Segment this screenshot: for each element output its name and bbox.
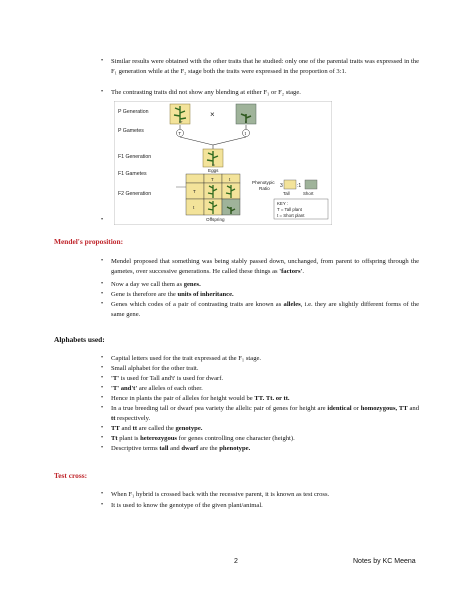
- bullet-units-inheritance: • Gene is therefore are the units of inheritance.: [101, 291, 234, 298]
- heading-test-cross: Test cross:: [54, 471, 88, 480]
- bullet-dot: •: [101, 491, 104, 497]
- bullet-dot: •: [101, 375, 104, 381]
- short-swatch: [305, 180, 317, 189]
- bullet-genotype: • TT and tt are called the genotype.: [101, 425, 203, 432]
- bullet-dot: •: [101, 301, 104, 307]
- bullet-genes: • Now a day we call them as genes.: [101, 281, 201, 288]
- bullet-no-blending: • The contrasting traits did not show any blending at either F₁ or F₂ stage.: [101, 89, 301, 96]
- bullet-alleles: • Genes which codes of a pair of contrasting traits are known as alleles, i.e. they are slightly different forms of the same gene.: [101, 301, 420, 318]
- gamete-t-circle: [242, 129, 249, 136]
- punnett-square: [186, 174, 240, 215]
- label-p-generation: P Generation: [118, 109, 149, 115]
- key-short: t = Short plant: [277, 213, 305, 218]
- svg-text:T: T: [193, 189, 196, 194]
- label-f2-generation: F2 Generation: [118, 191, 152, 197]
- bullet-small-alphabet: • Small alphabet for the other trait.: [101, 365, 199, 372]
- bullet-test-cross-definition: • When F₁ hybrid is crossed back with the recessive parent, it is known as test cross.: [101, 491, 330, 498]
- key-title: KEY :: [277, 201, 289, 206]
- bullet-dot: •: [101, 385, 104, 391]
- label-eggs: Eggs: [208, 168, 219, 173]
- tall-parent-plant: [170, 104, 190, 124]
- bullet-dot: •: [101, 281, 104, 287]
- gamete-t-label: t: [244, 131, 246, 136]
- key-tall: T = Tall plant: [277, 207, 302, 212]
- f1-hybrid-plant: [203, 149, 223, 167]
- tall-swatch: [284, 180, 296, 189]
- bullet-factors: • Mendel proposed that something was being stably passed down, unchanged, from parent to offspring through the gametes, over successive generations. He called these things as 'factors'.: [101, 258, 419, 275]
- page-number: 2: [234, 558, 238, 565]
- bullet-capital-letters: • Capital letters used for the trait expressed at the F₁ stage.: [101, 355, 262, 362]
- monohybrid-cross-diagram: [114, 101, 332, 225]
- bullet-T-tall: • 'T' is used for Tall and't' is used for dwarf.: [101, 375, 224, 382]
- svg-text:t: t: [193, 205, 195, 210]
- bullet-dot: •: [101, 365, 104, 371]
- label-f1-generation: F1 Generation: [118, 154, 152, 160]
- bullet-similar-results: • Similar results were obtained with the other traits that he studied: only one of the parental traits was expressed in the F₁ generation while at the F₂ stage both the traits were expressed in the proportion of 3:1.: [101, 58, 419, 75]
- svg-text:Tt: Tt: [212, 163, 215, 167]
- label-p-gametes: P Gametes: [118, 128, 144, 134]
- bullet-dot: •: [101, 395, 104, 401]
- bullet-dot: •: [101, 355, 104, 361]
- footer-credit: Notes by KC Meena: [353, 558, 416, 565]
- ratio-three: 3: [280, 183, 283, 189]
- bullet-allele-pairs: • Hence in plants the pair of alleles for height would be TT. Tt. or tt.: [101, 395, 290, 402]
- svg-text:tt: tt: [245, 120, 247, 124]
- label-f1-gametes: F1 Gametes: [118, 171, 147, 177]
- cross-symbol: ×: [210, 110, 215, 119]
- bullet-T-t-alleles: • 'T' and't' are alleles of each other.: [101, 385, 203, 392]
- bullet-homozygous: • In a true breeding tall or dwarf pea variety the allelic pair of genes for height are identical or homozygous, TT and tt respectively.: [101, 405, 420, 422]
- bullet-dot: •: [101, 435, 104, 441]
- bullet-dot: •: [101, 405, 104, 411]
- short-parent-plant: [236, 104, 256, 124]
- bullet-dot: •: [101, 89, 104, 95]
- bullet-dot: •: [101, 58, 104, 64]
- heading-alphabets-used: Alphabets used:: [54, 335, 105, 344]
- bullet-dot: •: [101, 502, 104, 508]
- heading-mendels-proposition: Mendel's proposition:: [54, 237, 124, 246]
- svg-text:TT: TT: [179, 120, 183, 124]
- bullet-heterozygous: • Tt plant is heterozygous for genes controlling one character (height).: [101, 435, 295, 442]
- legend-short: Short: [303, 191, 314, 196]
- bullet-dot: •: [101, 217, 104, 223]
- bullet-dot: •: [101, 258, 104, 264]
- svg-text:t: t: [229, 177, 231, 182]
- phenotypic-ratio-label-2: Ratio: [259, 186, 270, 191]
- phenotypic-ratio-label-1: Phenotypic: [252, 180, 275, 185]
- label-offspring: Offspring: [206, 217, 225, 222]
- bullet-dot: •: [101, 445, 104, 451]
- bullet-dot: •: [101, 425, 104, 431]
- svg-text:T: T: [211, 177, 214, 182]
- gamete-T-label: T: [178, 131, 182, 136]
- bullet-phenotype: • Descriptive terms tall and dwarf are the phenotype.: [101, 445, 251, 452]
- bullet-test-cross-use: • It is used to know the genotype of the given plant/animal.: [101, 502, 263, 509]
- ratio-one: :1: [297, 183, 302, 189]
- bullet-dot: •: [101, 291, 104, 297]
- legend-tall: Tall: [283, 191, 290, 196]
